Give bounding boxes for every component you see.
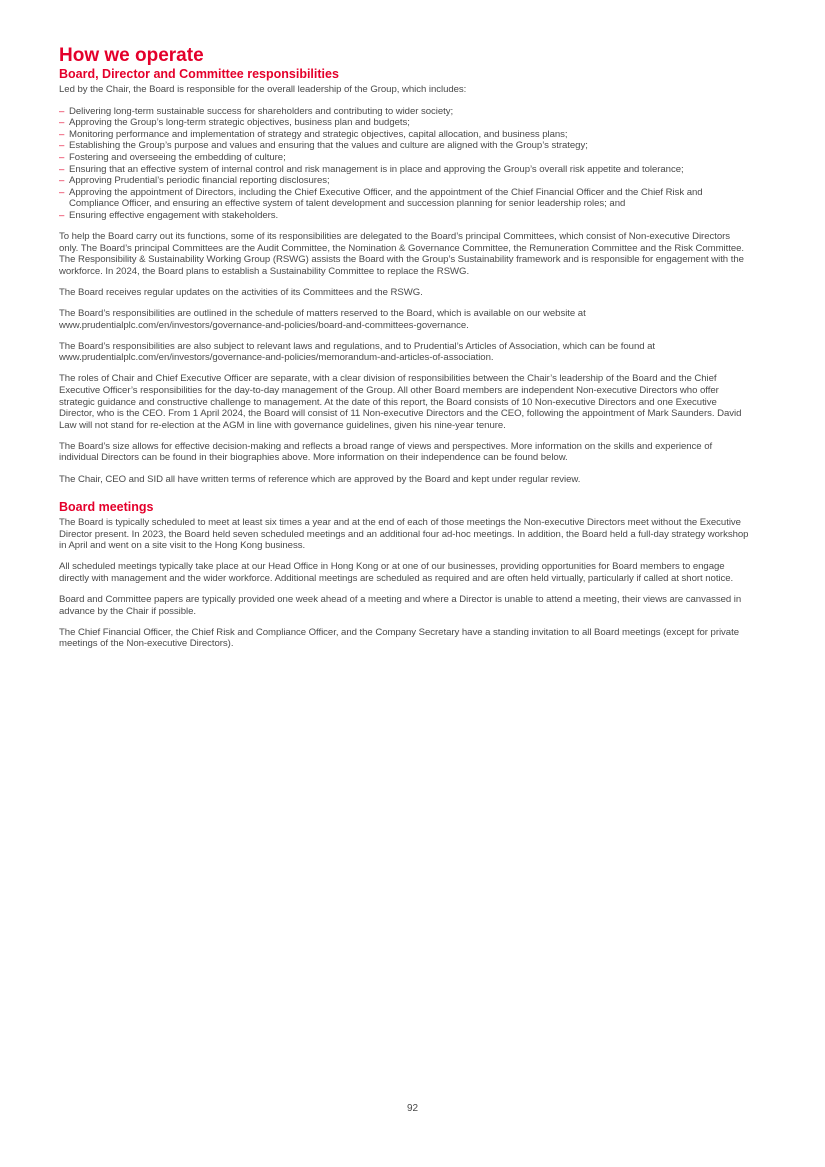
list-item: – Approving the Group’s long-term strategic objectives, business plan and budgets; [59, 117, 410, 129]
list-item: – Approving Prudential’s periodic financial reporting disclosures; [59, 175, 330, 187]
list-item: – Establishing the Group’s purpose and values and ensuring that the values and culture are aligned with the Group’s strategy; [59, 140, 588, 152]
page-number: 92 [406, 1103, 419, 1114]
bullet-dash: – [59, 163, 65, 175]
roles-paragraph: The roles of Chair and Chief Executive Officer are separate, with a clear division of responsibilities between the Chair’s leadership of the Board and the Chief Executive Officer’s responsibilities for the day-to-day management of the Group. All other Board members are independent Non-executive Directors who offer strategic guidance and constructive challenge to management. At the date of this report, the Board consists of 10 Non-executive Directors and one Executive Director, who is the CEO. From 1 April 2024, the Board will consist of 11 Non-executive Directors and the CEO, following the appointment of Mark Saunders. David Law will not stand for re-election at the AGM in line with governance guidelines, given his nine-year tenure. [59, 373, 742, 431]
updates-paragraph: The Board receives regular updates on the activities of its Committees and the RSWG. [59, 286, 423, 298]
bullet-dash: – [59, 105, 65, 117]
meeting-papers-paragraph: Board and Committee papers are typically provided one week ahead of a meeting and where a Director is unable to attend a meeting, their views are canvassed in advance by the Chair if possible. [59, 594, 742, 617]
list-item: – Ensuring that an effective system of internal control and risk management is in place and approving the Group’s overall risk appetite and tolerance; [59, 163, 684, 175]
page-content [59, 44, 749, 650]
section-heading-responsibilities: Board, Director and Committee responsibilities [59, 67, 339, 81]
bullet-dash: – [59, 175, 65, 187]
meetings-frequency-paragraph: The Board is typically scheduled to meet at least six times a year and at the end of each of those meetings the Non-executive Directors meet without the Executive Director present. In 2023, the Board held seven scheduled meetings and an additional four ad-hoc meetings. In addition, the Board held a full-day strategy workshop in April and went on a site visit to the Hong Kong business. [59, 517, 749, 552]
articles-paragraph: The Board’s responsibilities are also subject to relevant laws and regulations, and to Prudential’s Articles of Association, which can be found at www.prudentialplc.com/en/investors/governance-and-policies/memorandum-and-articles-of-association. [59, 340, 656, 364]
page-title: How we operate [59, 45, 204, 66]
list-item: – Delivering long-term sustainable success for shareholders and contributing to wider society; [59, 105, 454, 117]
schedule-paragraph: The Board’s responsibilities are outlined in the schedule of matters reserved to the Board, which is available on our website at www.prudentialplc.com/en/investors/governance-and-policies/board-and-committees-governance. [59, 308, 586, 331]
bullet-dash: – [59, 151, 65, 163]
list-item: – Fostering and overseeing the embedding of culture; [59, 151, 286, 163]
bullet-dash: – [59, 140, 65, 152]
responsibilities-list [59, 106, 749, 222]
bullet-dash: – [59, 117, 65, 129]
bullet-dash: – [59, 209, 65, 221]
bullet-dash: – [59, 128, 65, 140]
board-size-paragraph: The Board’s size allows for effective decision-making and reflects a broad range of views and perspectives. More information on the skills and experience of individual Directors can be found in their biographies above. More information on their independence can be found below. [59, 440, 713, 464]
terms-of-reference-paragraph: The Chair, CEO and SID all have written terms of reference which are approved by the Board and kept under regular review. [59, 473, 581, 485]
bullet-dash: – [59, 186, 65, 198]
section-heading-board-meetings: Board meetings [59, 500, 154, 515]
list-item: – Monitoring performance and implementation of strategy and strategic objectives, capital allocation, and business plans; [59, 128, 568, 140]
list-item: – Approving the appointment of Directors, including the Chief Executive Officer, and the appointment of the Chief Financial Officer and the Chief Risk and Compliance Officer, and ensuring an effective system of talent development and succession planning for senior leadership roles; and [59, 186, 703, 210]
standing-invitation-paragraph: The Chief Financial Officer, the Chief Risk and Compliance Officer, and the Company Secretary have a standing invitation to all Board meetings (except for private meetings of the Non-executive Directors). [59, 626, 739, 650]
intro-paragraph: Led by the Chair, the Board is responsible for the overall leadership of the Group, which includes: [59, 84, 467, 95]
list-item: – Ensuring effective engagement with stakeholders. [59, 209, 279, 221]
meetings-location-paragraph: All scheduled meetings typically take place at our Head Office in Hong Kong or at one of our businesses, providing opportunities for Board members to engage directly with management and the wider workforce. Additional meetings are scheduled as required and are often held virtually, particularly if called at short notice. [59, 561, 734, 584]
committees-paragraph: To help the Board carry out its functions, some of its responsibilities are delegated to the Board’s principal Committees, which consist of Non-executive Directors only. The Board’s principal Committees are the Audit Committee, the Nomination & Governance Committee, the Remuneration Committee and the Risk Committee. The Responsibility & Sustainability Working Group (RSWG) assists the Board with the Group’s Sustainability framework and is responsible for engagement with the workforce. In 2024, the Board plans to establish a Sustainability Committee to replace the RSWG. [59, 231, 745, 277]
